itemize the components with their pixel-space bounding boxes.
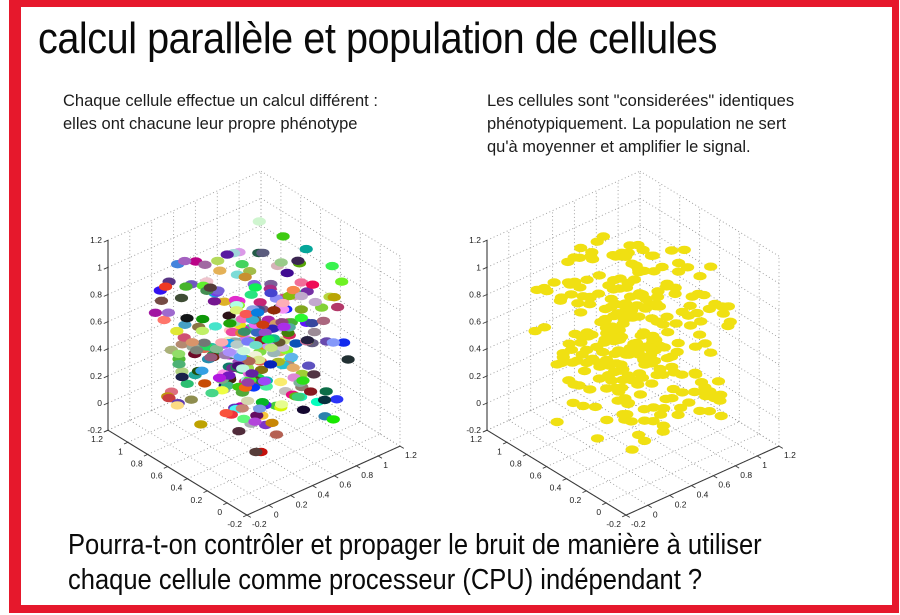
tick-label: 0.2 xyxy=(469,370,481,381)
question-line-2: chaque cellule comme processeur (CPU) indépendant ? xyxy=(68,564,703,596)
cell-dot xyxy=(277,232,290,240)
cell-dot xyxy=(249,283,262,291)
cell-dot xyxy=(616,301,629,309)
cell-dot xyxy=(196,315,209,323)
cell-dot xyxy=(602,281,615,289)
tick-label: 0.4 xyxy=(317,489,330,500)
cell-dot xyxy=(155,297,168,305)
tick-label: 0.6 xyxy=(150,470,163,481)
cell-dot xyxy=(249,341,262,349)
cell-dot xyxy=(580,359,593,367)
cell-dot xyxy=(616,410,629,418)
cell-dot xyxy=(672,259,685,267)
cell-dot xyxy=(645,379,658,387)
cell-dot xyxy=(236,260,249,268)
cell-dot xyxy=(318,396,331,404)
cell-dot xyxy=(715,412,728,420)
tick-label: 0.8 xyxy=(90,289,102,300)
cell-dot xyxy=(304,387,317,395)
cell-dot xyxy=(599,305,612,313)
tick-label: 1 xyxy=(497,446,502,457)
cell-dot xyxy=(238,328,251,336)
cell-dot xyxy=(211,257,224,265)
cell-dot xyxy=(618,394,631,402)
cell-dot xyxy=(651,293,664,301)
cell-dot xyxy=(223,348,236,356)
cell-dot xyxy=(302,362,315,370)
cell-dot xyxy=(574,244,587,252)
cell-dot xyxy=(638,437,651,445)
cell-dot xyxy=(548,278,561,286)
cell-dot xyxy=(600,416,613,424)
tick-label: 0.8 xyxy=(361,469,374,480)
cell-dot xyxy=(621,311,634,319)
cell-dot xyxy=(645,314,658,322)
cell-dot xyxy=(254,298,267,306)
cell-dot xyxy=(571,299,584,307)
cell-dot xyxy=(658,343,671,351)
cell-dot xyxy=(320,387,333,395)
cell-dot xyxy=(564,280,577,288)
cell-dot xyxy=(693,272,706,280)
cell-dot xyxy=(638,405,651,413)
cell-dot xyxy=(632,268,645,276)
cell-dot xyxy=(637,246,650,254)
cell-dot xyxy=(671,348,684,356)
cell-dot xyxy=(634,390,647,398)
cell-dot xyxy=(689,369,702,377)
cell-dot xyxy=(249,448,262,456)
page-title: calcul parallèle et population de cellules xyxy=(38,14,717,63)
cell-dot xyxy=(287,364,300,372)
cell-dot xyxy=(651,371,664,379)
cell-dot xyxy=(622,279,635,287)
cell-dot xyxy=(300,245,313,253)
cell-dot xyxy=(264,360,277,368)
scatter3d-plot-right xyxy=(466,171,796,529)
cell-dot xyxy=(609,384,622,392)
tick-label: 0.4 xyxy=(170,482,183,493)
cell-dot xyxy=(291,257,304,265)
cell-dot xyxy=(704,349,717,357)
tick-label: 1.2 xyxy=(405,450,417,461)
cell-dot xyxy=(574,338,587,346)
cell-dot xyxy=(330,395,343,403)
cell-dot xyxy=(583,385,596,393)
cell-dot xyxy=(204,284,217,292)
cell-dot xyxy=(308,328,321,336)
cell-dot xyxy=(172,360,185,368)
cell-dot xyxy=(245,369,258,377)
cell-dot xyxy=(661,328,674,336)
cell-dot xyxy=(149,309,162,317)
cell-dot xyxy=(717,309,730,317)
cell-dot xyxy=(301,336,314,344)
cell-dot xyxy=(209,322,222,330)
cell-dot xyxy=(574,308,587,316)
cell-dot xyxy=(236,404,249,412)
note-left-line-1: Chaque cellule effectue un calcul différent : xyxy=(63,92,378,110)
cell-dot xyxy=(614,360,627,368)
cell-dot xyxy=(317,317,330,325)
cell-dot xyxy=(241,378,254,386)
cell-dot xyxy=(593,271,606,279)
cell-dot xyxy=(264,289,277,297)
cell-dot xyxy=(581,276,594,284)
cell-dot xyxy=(253,217,266,225)
tick-label: 0.6 xyxy=(90,316,102,327)
cell-dot xyxy=(643,343,656,351)
cell-dot xyxy=(295,305,308,313)
question-text xyxy=(68,528,762,598)
cell-dot xyxy=(682,398,695,406)
cell-dot xyxy=(561,258,574,266)
cell-dot xyxy=(331,303,344,311)
cell-dot xyxy=(684,321,697,329)
note-left-line-2: elles ont chacune leur propre phénotype xyxy=(63,115,358,133)
cell-dot xyxy=(647,267,660,275)
cell-dot xyxy=(608,368,621,376)
cell-dot xyxy=(241,397,254,405)
cell-dot xyxy=(305,319,318,327)
cell-dot xyxy=(580,346,593,354)
cell-dot xyxy=(245,291,258,299)
tick-label: 1 xyxy=(97,262,102,273)
cell-dot xyxy=(198,261,211,269)
cell-dot xyxy=(162,309,175,317)
tick-label: 1 xyxy=(118,446,123,457)
cell-dot xyxy=(327,338,340,346)
cell-dot xyxy=(670,319,683,327)
tick-label: 0.6 xyxy=(469,316,481,327)
cell-dot xyxy=(274,378,287,386)
cell-dot xyxy=(213,267,226,275)
cell-dot xyxy=(626,347,639,355)
cell-dot xyxy=(256,249,269,257)
cell-dot xyxy=(724,318,737,326)
tick-label: 1.2 xyxy=(469,235,481,246)
cell-dot xyxy=(158,316,171,324)
tick-label: 0.8 xyxy=(469,289,481,300)
cell-dot xyxy=(583,294,596,302)
cell-dot xyxy=(589,403,602,411)
cell-dot xyxy=(565,346,578,354)
tick-label: 1 xyxy=(383,460,388,470)
cell-dot xyxy=(613,336,626,344)
cell-dot xyxy=(198,339,211,347)
cell-dot xyxy=(215,338,228,346)
cell-dot xyxy=(172,350,185,358)
cell-dot xyxy=(599,316,612,324)
cell-dot xyxy=(240,310,253,318)
cell-dot xyxy=(175,294,188,302)
tick-label: 0.4 xyxy=(696,489,709,500)
cell-dot xyxy=(672,339,685,347)
cell-dot xyxy=(253,405,266,413)
cell-dot xyxy=(578,367,591,375)
cell-dot xyxy=(619,253,632,261)
tick-label: 0 xyxy=(476,398,481,408)
cell-dot xyxy=(593,374,606,382)
tick-label: 0.2 xyxy=(295,499,308,510)
cell-dot xyxy=(213,374,226,382)
cell-dot xyxy=(665,246,678,254)
cell-dot xyxy=(704,263,717,271)
cell-dot xyxy=(635,331,648,339)
cell-dot xyxy=(220,409,233,417)
tick-label: 1 xyxy=(476,262,481,273)
cell-dot xyxy=(577,402,590,410)
cell-dot xyxy=(665,363,678,371)
cell-dot xyxy=(328,293,341,301)
cell-dot xyxy=(292,393,305,401)
tick-label: -0.2 xyxy=(466,425,481,436)
tick-label: 0 xyxy=(652,509,658,520)
cell-dot xyxy=(631,301,644,309)
tick-label: 1.2 xyxy=(784,450,796,461)
tick-label: 0.4 xyxy=(90,343,102,354)
cell-dot xyxy=(297,406,310,414)
cell-dot xyxy=(262,335,275,343)
cell-dot xyxy=(309,298,322,306)
cell-dot xyxy=(265,344,278,352)
tick-label: 1.2 xyxy=(90,235,102,246)
cell-dot xyxy=(221,250,234,258)
note-left xyxy=(63,90,378,136)
cell-dot xyxy=(551,418,564,426)
tick-label: -0.2 xyxy=(227,519,242,530)
cell-dot xyxy=(256,321,269,329)
cell-dot xyxy=(697,291,710,299)
cell-dot xyxy=(581,328,594,336)
tick-label: 0 xyxy=(273,509,279,520)
cell-dot xyxy=(176,373,189,381)
cell-dot xyxy=(633,289,646,297)
cell-dot xyxy=(306,281,319,289)
tick-label: -0.2 xyxy=(606,519,621,530)
tick-label: 0.6 xyxy=(529,470,542,481)
cell-dot xyxy=(657,427,670,435)
tick-label: 0.2 xyxy=(190,494,203,505)
cell-dot xyxy=(265,419,278,427)
cell-dot xyxy=(267,306,280,314)
cell-dot xyxy=(248,418,261,426)
cell-dot xyxy=(617,320,630,328)
cell-dot xyxy=(196,327,209,335)
cell-dot xyxy=(689,343,702,351)
cell-points xyxy=(149,217,355,456)
note-right-line-2: phénotypiquement. La population ne sert xyxy=(487,115,787,133)
cell-dot xyxy=(239,273,252,281)
cell-dot xyxy=(190,346,203,354)
cell-dot xyxy=(712,377,725,385)
cell-dot xyxy=(277,299,290,307)
cell-dot xyxy=(285,353,298,361)
cell-dot xyxy=(607,326,620,334)
tick-label: -0.2 xyxy=(631,519,646,530)
cell-dot xyxy=(171,401,184,409)
cell-dot xyxy=(237,347,250,355)
cell-dot xyxy=(540,287,553,295)
cell-dot xyxy=(682,312,695,320)
cell-dot xyxy=(661,354,674,362)
cell-dot xyxy=(584,252,597,260)
cell-dot xyxy=(275,258,288,266)
tick-label: -0.2 xyxy=(252,519,267,530)
cell-dot xyxy=(669,284,682,292)
cell-dot xyxy=(686,292,699,300)
cell-dot xyxy=(693,407,706,415)
cell-dot xyxy=(178,257,191,265)
cell-dot xyxy=(170,327,183,335)
cell-dot xyxy=(204,353,217,361)
tick-label: 1.2 xyxy=(470,434,482,445)
cell-dot xyxy=(180,314,193,322)
cell-dot xyxy=(307,370,320,378)
cell-dot xyxy=(676,388,689,396)
cell-dot xyxy=(622,371,635,379)
cell-dot xyxy=(342,355,355,363)
note-right-line-1: Les cellules sont "considerées" identiques xyxy=(487,92,795,110)
cell-dot xyxy=(327,415,340,423)
tick-label: 0.4 xyxy=(469,343,481,354)
cell-dot xyxy=(626,445,639,453)
tick-label: 0.2 xyxy=(674,499,687,510)
question-line-1: Pourra-t-on contrôler et propager le bruit de manière à utiliser xyxy=(68,529,762,561)
tick-label: 0 xyxy=(97,398,102,408)
cell-dot xyxy=(281,269,294,277)
cell-dot xyxy=(295,314,308,322)
cell-dot xyxy=(565,290,578,298)
cell-dot xyxy=(208,297,221,305)
cell-dot xyxy=(270,430,283,438)
cell-dot xyxy=(179,282,192,290)
cell-dot xyxy=(703,305,716,313)
tick-label: 0.6 xyxy=(718,479,731,490)
cell-dot xyxy=(277,323,290,331)
cell-dot xyxy=(296,376,309,384)
cell-dot xyxy=(326,262,339,270)
cell-dot xyxy=(295,278,308,286)
cell-dot xyxy=(591,434,604,442)
cell-dot xyxy=(698,383,711,391)
cell-dot xyxy=(195,367,208,375)
cell-dot xyxy=(186,338,199,346)
tick-label: 0.8 xyxy=(509,458,522,469)
cell-dot xyxy=(647,417,660,425)
cell-dot xyxy=(659,395,672,403)
cell-dot xyxy=(660,313,673,321)
tick-label: 1 xyxy=(762,460,767,470)
cell-dot xyxy=(295,292,308,300)
cell-dot xyxy=(529,327,542,335)
tick-label: -0.2 xyxy=(87,425,102,436)
tick-label: 0.6 xyxy=(339,479,352,490)
scatter3d-plot-left xyxy=(87,171,417,529)
cell-dot xyxy=(159,283,172,291)
cell-dot xyxy=(198,379,211,387)
tick-label: 0.8 xyxy=(130,458,143,469)
cell-dot xyxy=(194,420,207,428)
cell-dot xyxy=(632,312,645,320)
note-right xyxy=(487,90,794,159)
tick-label: 1.2 xyxy=(91,434,103,445)
cell-dot xyxy=(693,331,706,339)
cell-dot xyxy=(232,427,245,435)
cell-dot xyxy=(205,389,218,397)
cell-dot xyxy=(647,252,660,260)
cell-dot xyxy=(275,400,288,408)
cell-dot xyxy=(566,358,579,366)
cell-dot xyxy=(335,278,348,286)
cell-dot xyxy=(657,320,670,328)
tick-label: 0 xyxy=(596,507,602,517)
tick-label: 0.8 xyxy=(740,469,753,480)
cell-dot xyxy=(713,397,726,405)
cell-dot xyxy=(672,411,685,419)
cell-dot xyxy=(185,396,198,404)
cell-dot xyxy=(258,377,271,385)
note-right-line-3: qu'à moyenner et amplifier le signal. xyxy=(487,138,751,156)
tick-label: 0.2 xyxy=(90,370,102,381)
tick-label: 0.2 xyxy=(569,494,582,505)
cell-dot xyxy=(251,308,264,316)
cell-dot xyxy=(625,417,638,425)
cell-dot xyxy=(223,319,236,327)
cell-dot xyxy=(591,238,604,246)
tick-label: 0 xyxy=(217,507,223,517)
cell-dot xyxy=(678,246,691,254)
tick-label: 0.4 xyxy=(549,482,562,493)
